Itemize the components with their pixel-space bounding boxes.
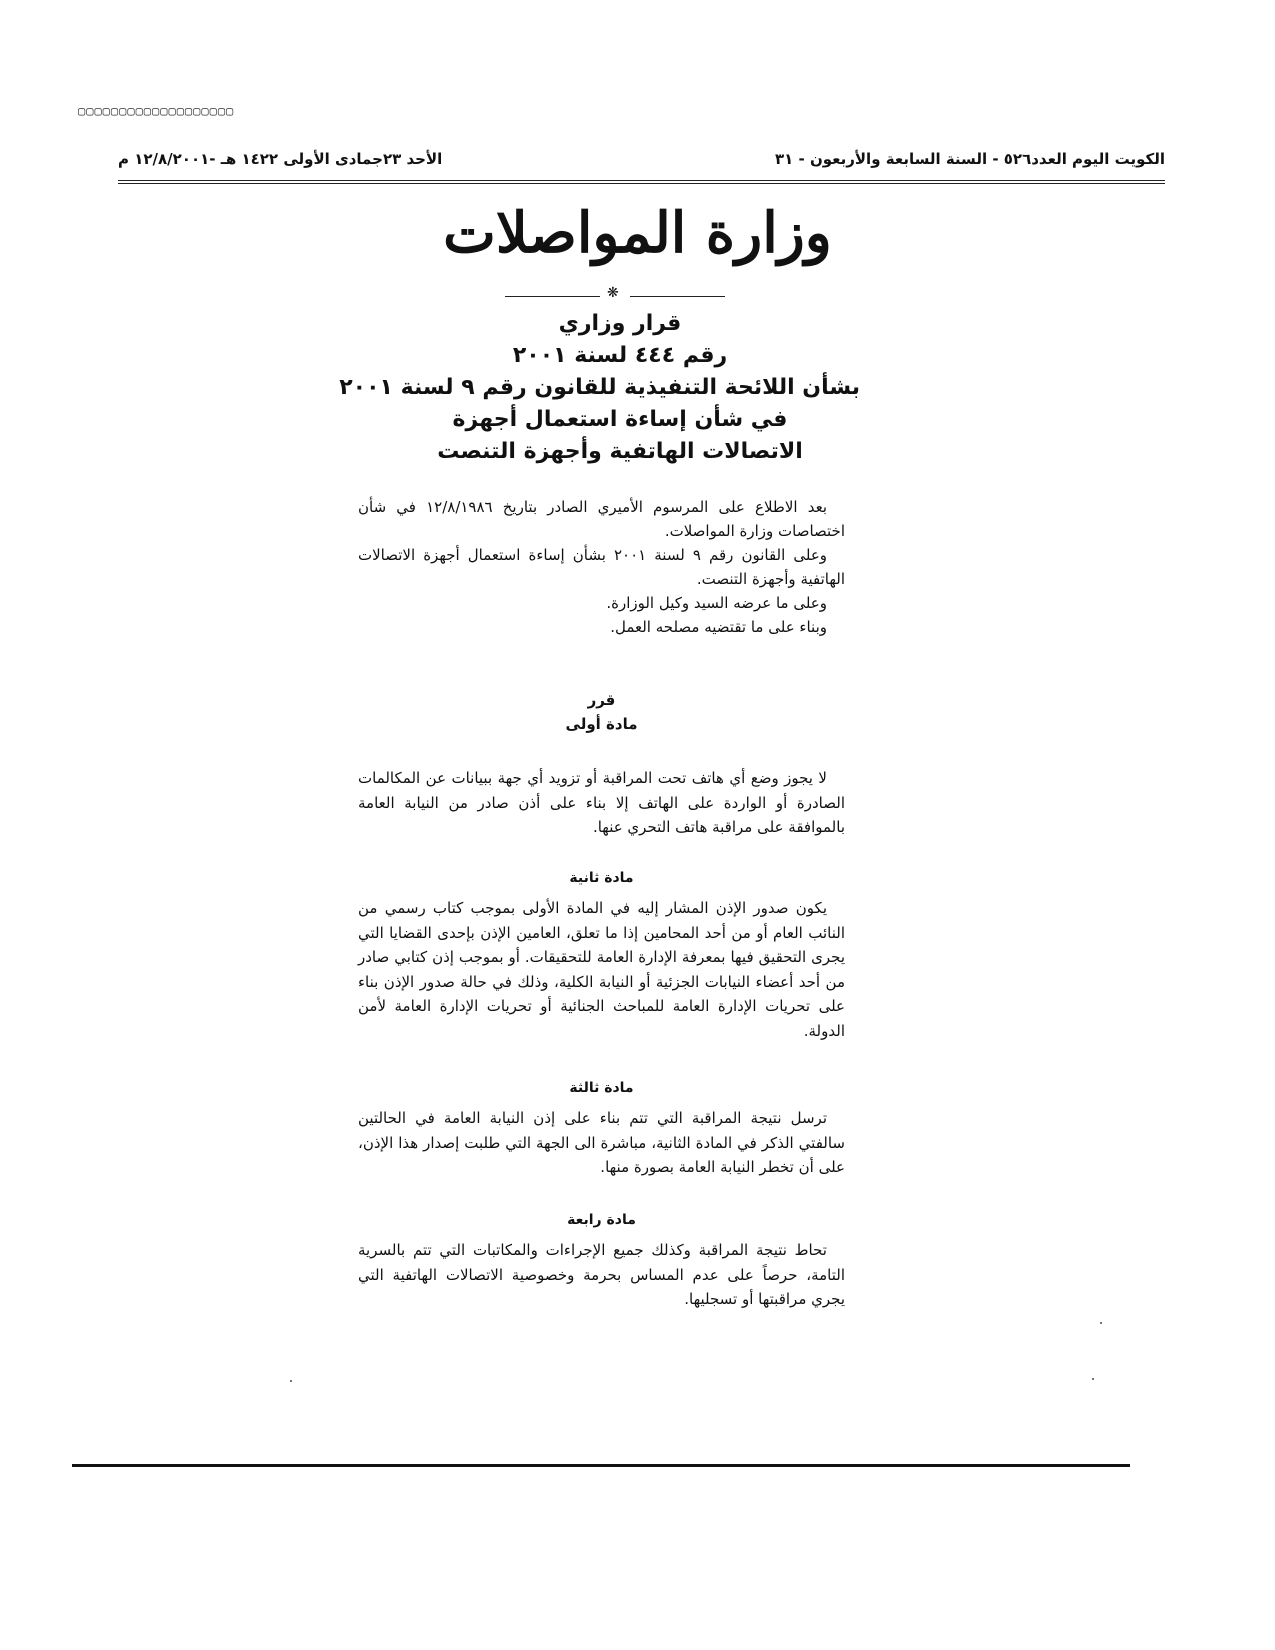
ornament-star-icon: ❋ [607,285,619,301]
preamble [358,495,845,639]
decree-subject-line-1: بشأن اللائحة التنفيذية للقانون رقم ٩ لسنة ٢٠٠١ [339,375,860,400]
header-rule [118,180,1165,184]
scan-speck [1100,1322,1102,1324]
decree-subject-line-2: في شأن إساءة استعمال أجهزة [452,407,788,432]
decree-number: رقم ٤٤٤ لسنة ٢٠٠١ [512,343,728,368]
preamble-paragraph: وعلى ما عرضه السيد وكيل الوزارة. [606,594,827,612]
scan-speck [1092,1378,1094,1380]
preamble-paragraph: وعلى القانون رقم ٩ لسنة ٢٠٠١ بشأن إساءة استعمال أجهزة الاتصالات الهاتفية وأجهزة التنصت. [358,546,845,588]
decree-heading [339,308,860,468]
title-ornament [505,285,725,302]
preamble-paragraph: بعد الاطلاع على المرسوم الأميري الصادر بتاريخ ١٢/٨/١٩٨٦ في شأن اختصاصات وزارة المواصلات. [358,498,845,540]
ministry-title: وزارة المواصلات [443,200,832,266]
decision-label: قرر [587,691,616,709]
article-2-body [358,896,845,1043]
decision-heading [358,688,845,736]
article-3-title: مادة ثالثة [569,1080,634,1096]
article-paragraph: ترسل نتيجة المراقبة التي تتم بناء على إذن النيابة العامة في الحالتين سالفتي الذكر في المادة الثانية، مباشرة الى الجهة التي طلبت إصدار هذا الإذن، على أن تخطر النيابة العامة بصورة منها. [358,1109,845,1176]
article-1-title: مادة أولى [565,715,638,733]
ornament-line-right [630,296,725,297]
article-paragraph: تحاط نتيجة المراقبة وكذلك جميع الإجراءات والمكاتبات التي تتم بالسرية التامة، حرصاً على عدم المساس بحرمة وخصوصية الاتصالات الهاتفية التي يجري مراقبتها أو تسجليها. [358,1241,845,1308]
article-paragraph: يكون صدور الإذن المشار إليه في المادة الأولى بموجب كتاب رسمي من النائب العام أو من أحد المحامين إذا ما تعلق، العامين الإذن بإحدى القضايا التي يجرى التحقيق فيها بمعرفة الإدارة العامة للتحقيقات. أو بموجب إذن كتابي صادر من أحد أعضاء النيابات الجزئية أو النيابة الكلية، وذلك في حالة صدور الإذن بناء على تحريات الإدارة العامة للمباحث الجنائية أو تحريات الإدارة العامة لأمن الدولة. [358,899,845,1040]
article-3-body [358,1106,845,1180]
scan-speck [290,1380,292,1382]
article-2-title: مادة ثانية [569,870,634,886]
footer-rule [72,1464,1130,1467]
article-4-title: مادة رابعة [567,1212,636,1228]
decree-type: قرار وزاري [558,311,682,336]
running-header [118,150,1165,176]
scan-artifact-marks: ▢▢▢▢▢▢▢▢▢▢▢▢▢▢▢▢▢▢▢ [78,104,235,118]
issue-date: الأحد ٢٣جمادى الأولى ١٤٢٢ هـ -١٢/٨/٢٠٠١ م [118,150,443,168]
issue-info: الكويت اليوم العدد٥٢٦ - السنة السابعة والأربعون - ٣١ [774,150,1165,168]
article-paragraph: لا يجوز وضع أي هاتف تحت المراقبة أو تزويد أي جهة ببيانات عن المكالمات الصادرة أو الواردة على الهاتف إلا بناء على أذن صادر من النيابة العامة بالموافقة على مراقبة هاتف التحري عنها. [358,769,845,836]
article-4-body [358,1238,845,1312]
decree-subject-line-3: الاتصالات الهاتفية وأجهزة التنصت [437,439,803,464]
preamble-paragraph: وبناء على ما تقتضيه مصلحه العمل. [610,618,827,636]
ornament-line-left [505,296,600,297]
article-1-body [358,766,845,840]
